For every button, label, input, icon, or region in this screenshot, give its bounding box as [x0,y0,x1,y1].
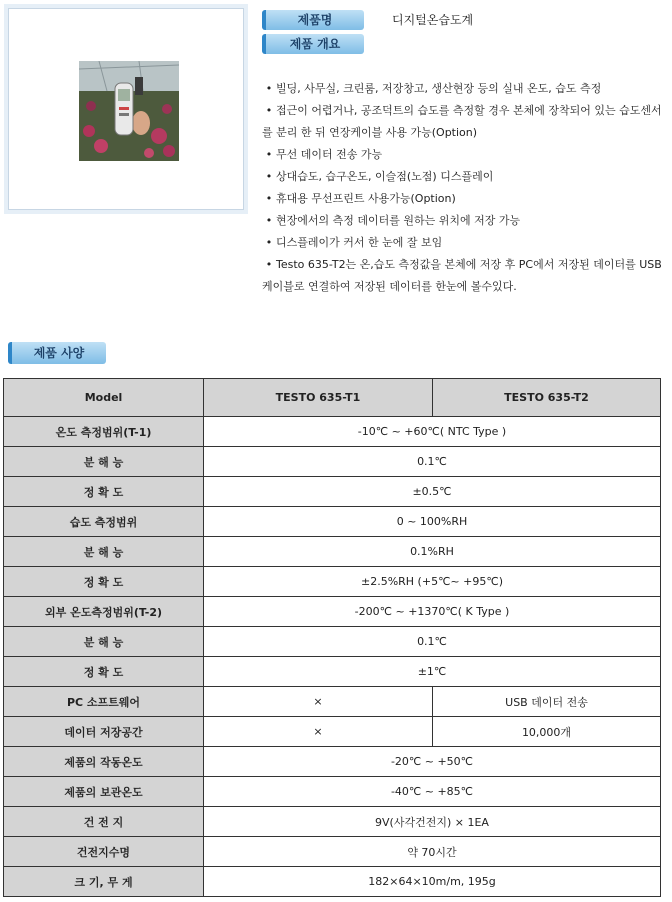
spec-value: 0.1℃ [204,447,661,477]
spec-value: -200℃ ~ +1370℃( K Type ) [204,597,661,627]
spec-value-t2: 10,000개 [433,717,661,747]
spec-value: 약 70시간 [204,837,661,867]
spec-value: -10℃ ~ +60℃( NTC Type ) [204,417,661,447]
spec-row [4,567,661,597]
spec-label: 데이터 저장공간 [4,717,204,747]
spec-row [4,657,661,687]
spec-label: PC 소프트웨어 [4,687,204,717]
spec-value: ±1℃ [204,657,661,687]
spec-row [4,837,661,867]
overview-item: • 휴대용 무선프린트 사용가능(Option) [265,192,456,205]
spec-value: -20℃ ~ +50℃ [204,747,661,777]
spec-label: 분 해 능 [4,627,204,657]
overview-item: • 현장에서의 측정 데이터를 원하는 위치에 저장 가능 [265,214,521,227]
spec-label: 제품의 보관온도 [4,777,204,807]
spec-label: 분 해 능 [4,537,204,567]
spec-row [4,807,661,837]
overview-item: • 디스플레이가 커서 한 눈에 잘 보임 [265,236,443,249]
spec-label: 정 확 도 [4,567,204,597]
spec-tab: 제품 사양 [8,342,106,364]
overview-item: • 접근이 어렵거나, 공조덕트의 습도를 측정할 경우 본체에 장착되어 있는 습도센서를 분리 한 뒤 연장케이블 사용 가능(Option) [262,104,662,139]
product-photo-inner [8,8,244,210]
product-photo [79,61,179,161]
spec-label: 제품의 작동온도 [4,747,204,777]
spec-row [4,507,661,537]
spec-value: 9V(사각건전지) × 1EA [204,807,661,837]
spec-value: 182×64×10m/m, 195g [204,867,661,897]
product-overview-tab: 제품 개요 [262,34,364,54]
spec-label: 정 확 도 [4,657,204,687]
spec-header-model-t1: TESTO 635-T1 [204,379,433,417]
spec-label: 크 기, 무 게 [4,867,204,897]
overview-item: • Testo 635-T2는 온,습도 측정값을 본체에 저장 후 PC에서 저장된 데이터를 USB 케이블로 연결하여 저장된 데이터를 한눈에 볼수있다. [262,258,662,293]
spec-row [4,597,661,627]
spec-header-label: Model [4,379,204,417]
product-photo-frame [4,4,248,214]
spec-value: 0.1℃ [204,627,661,657]
spec-value-t1: × [204,717,433,747]
spec-value: -40℃ ~ +85℃ [204,777,661,807]
spec-value-t2: USB 데이터 전송 [433,687,661,717]
spec-label: 정 확 도 [4,477,204,507]
spec-header-row [4,379,661,417]
spec-label: 외부 온도측정범위(T-2) [4,597,204,627]
spec-value-t1: × [204,687,433,717]
spec-row [4,717,661,747]
overview-item: • 빌딩, 사무실, 크린룸, 저장창고, 생산현장 등의 실내 온도, 습도 측정 [265,82,602,95]
overview-item: • 무선 데이터 전송 가능 [265,148,383,161]
spec-row [4,477,661,507]
overview-list [262,78,662,298]
spec-row [4,777,661,807]
spec-value: 0 ~ 100%RH [204,507,661,537]
spec-value: 0.1%RH [204,537,661,567]
product-name: 디지털온습도계 [392,13,474,27]
spec-label: 건 전 지 [4,807,204,837]
spec-label: 건전지수명 [4,837,204,867]
spec-value: ±0.5℃ [204,477,661,507]
spec-row [4,447,661,477]
spec-row [4,627,661,657]
spec-row [4,537,661,567]
spec-label: 온도 측정범위(T-1) [4,417,204,447]
spec-row [4,747,661,777]
spec-row [4,417,661,447]
overview-item: • 상대습도, 습구온도, 이슬점(노점) 디스플레이 [265,170,494,183]
spec-label: 습도 측정범위 [4,507,204,537]
spec-label: 분 해 능 [4,447,204,477]
spec-value: ±2.5%RH (+5℃~ +95℃) [204,567,661,597]
spec-table [3,378,661,897]
spec-row [4,687,661,717]
product-name-tab: 제품명 [262,10,364,30]
spec-header-model-t2: TESTO 635-T2 [433,379,661,417]
spec-row [4,867,661,897]
